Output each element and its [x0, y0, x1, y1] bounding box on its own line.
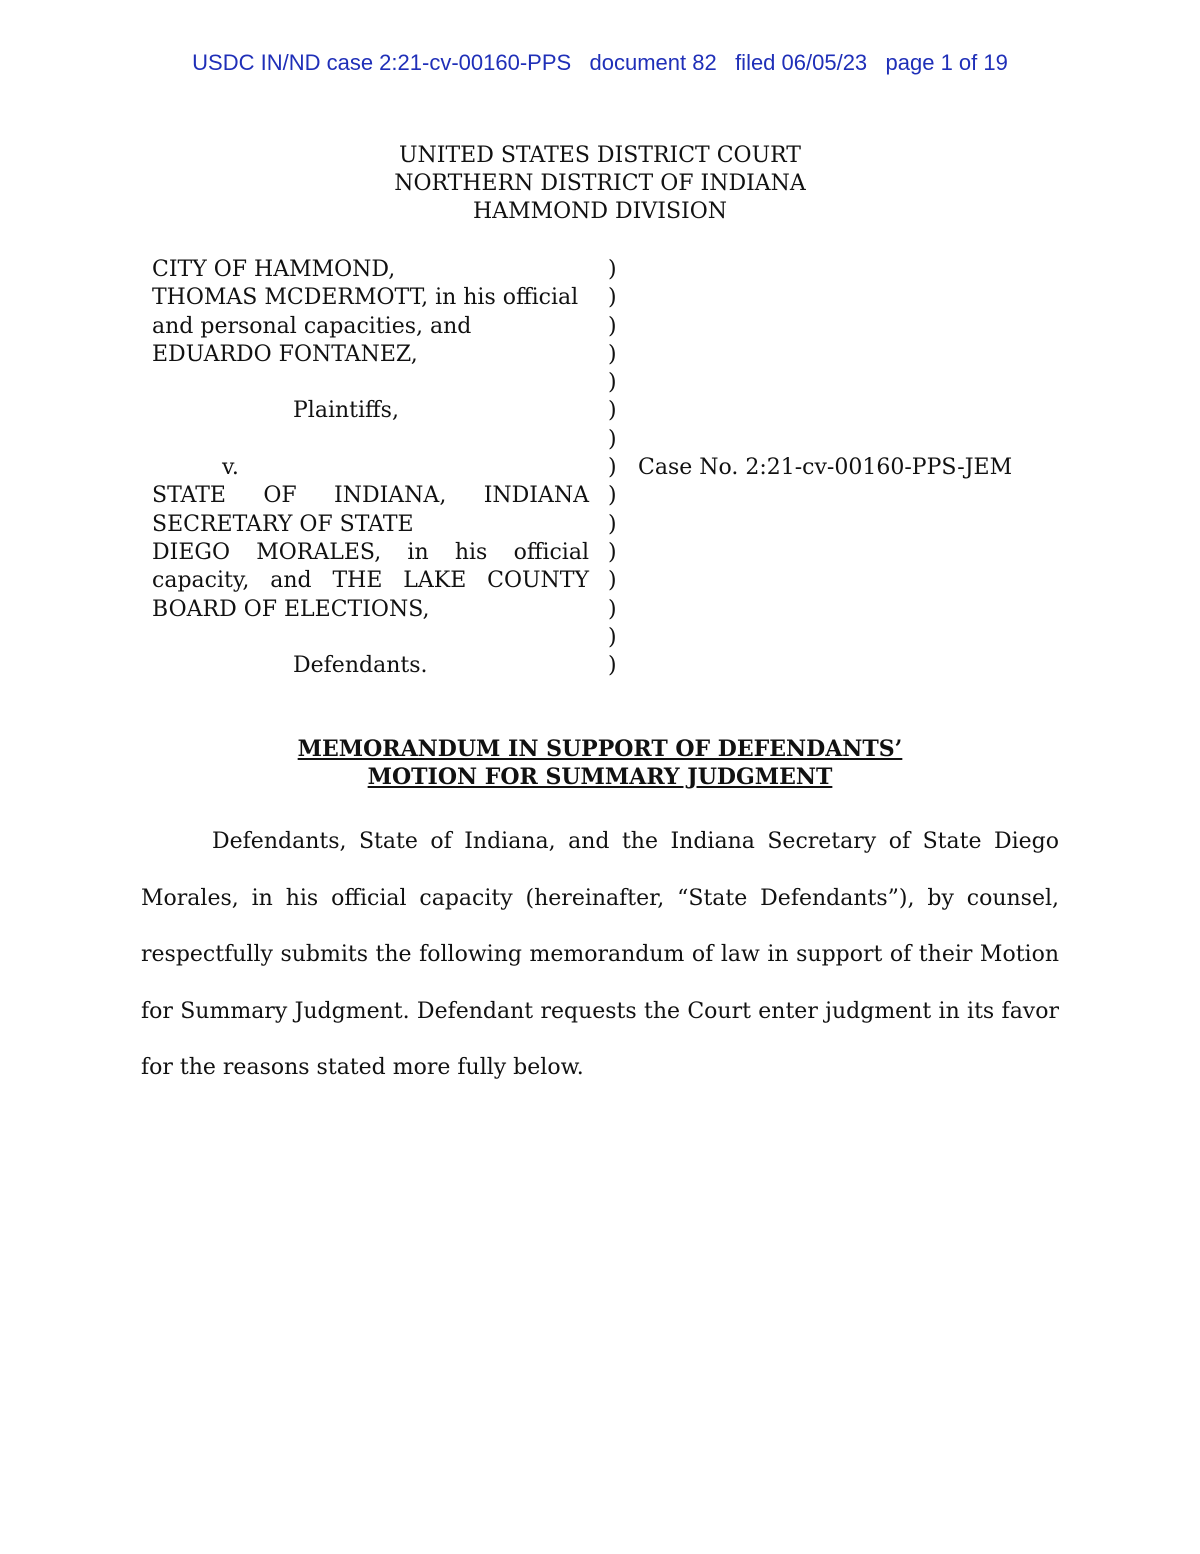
- plaintiff-line: EDUARDO FONTANEZ,: [152, 341, 418, 367]
- defendant-line: DIEGO MORALES, in his official: [152, 539, 589, 565]
- court-name: UNITED STATES DISTRICT COURT: [399, 143, 801, 168]
- caption-spacer: [152, 369, 589, 397]
- caption-spacer: [152, 426, 589, 454]
- caption-paren: ): [608, 257, 617, 282]
- defendant-line: capacity, and THE LAKE COUNTY: [152, 568, 589, 594]
- caption-paren: ): [608, 370, 617, 396]
- caption-spacer: [152, 624, 589, 652]
- defendant-line: STATE OF INDIANA, INDIANA: [152, 483, 589, 509]
- document-title-line1: MEMORANDUM IN SUPPORT OF DEFENDANTS’: [297, 736, 903, 762]
- caption-paren: ): [608, 624, 617, 650]
- case-number: Case No. 2:21-cv-00160-PPS-JEM: [638, 455, 1013, 480]
- caption-paren: ): [608, 313, 617, 339]
- plaintiff-line: THOMAS MCDERMOTT, in his official: [152, 285, 579, 311]
- caption-paren: ): [608, 341, 617, 367]
- court-division: HAMMOND DIVISION: [473, 199, 727, 224]
- court-district: NORTHERN DISTRICT OF INDIANA: [394, 171, 806, 196]
- caption-paren: ): [608, 285, 617, 311]
- ecf-case-number: USDC IN/ND case 2:21-cv-00160-PPS: [192, 50, 572, 75]
- document-title: [0, 735, 1200, 791]
- ecf-document-number: document 82: [589, 50, 717, 75]
- caption-parties: [152, 256, 589, 680]
- ecf-page-number: page 1 of 19: [885, 50, 1008, 75]
- defendant-line: SECRETARY OF STATE: [152, 511, 414, 537]
- versus-label: v.: [222, 455, 239, 481]
- defendants-label: Defendants.: [293, 653, 428, 679]
- plaintiff-line: CITY OF HAMMOND,: [152, 257, 396, 282]
- caption-paren: ): [608, 483, 617, 509]
- plaintiffs-label: Plaintiffs,: [293, 398, 399, 424]
- caption-paren: ): [608, 455, 617, 481]
- caption-paren: ): [608, 539, 617, 565]
- caption-paren: ): [608, 653, 617, 679]
- court-heading: [0, 142, 1200, 226]
- caption-paren: ): [608, 511, 617, 537]
- caption-paren: ): [608, 568, 617, 594]
- plaintiff-line: and personal capacities, and: [152, 313, 472, 339]
- caption-paren: ): [608, 426, 617, 452]
- caption-paren-column: [608, 256, 628, 680]
- defendant-line: BOARD OF ELECTIONS,: [152, 596, 430, 622]
- body-paragraph: Defendants, State of Indiana, and the Indiana Secretary of State Diego Morales, in his official capacity (hereinafter, “State Defendants”), by counsel, respectfully submits the following memorandum of law in support of their Motion for Summary Judgment. Defendant requests the Court enter judgment in its favor for the reasons stated more fully below.: [141, 829, 1059, 1080]
- ecf-filing-header: [0, 50, 1200, 76]
- caption-paren: ): [608, 596, 617, 622]
- caption-paren: ): [608, 398, 617, 424]
- document-title-line2: MOTION FOR SUMMARY JUDGMENT: [367, 764, 833, 790]
- ecf-filed-date: filed 06/05/23: [735, 50, 868, 75]
